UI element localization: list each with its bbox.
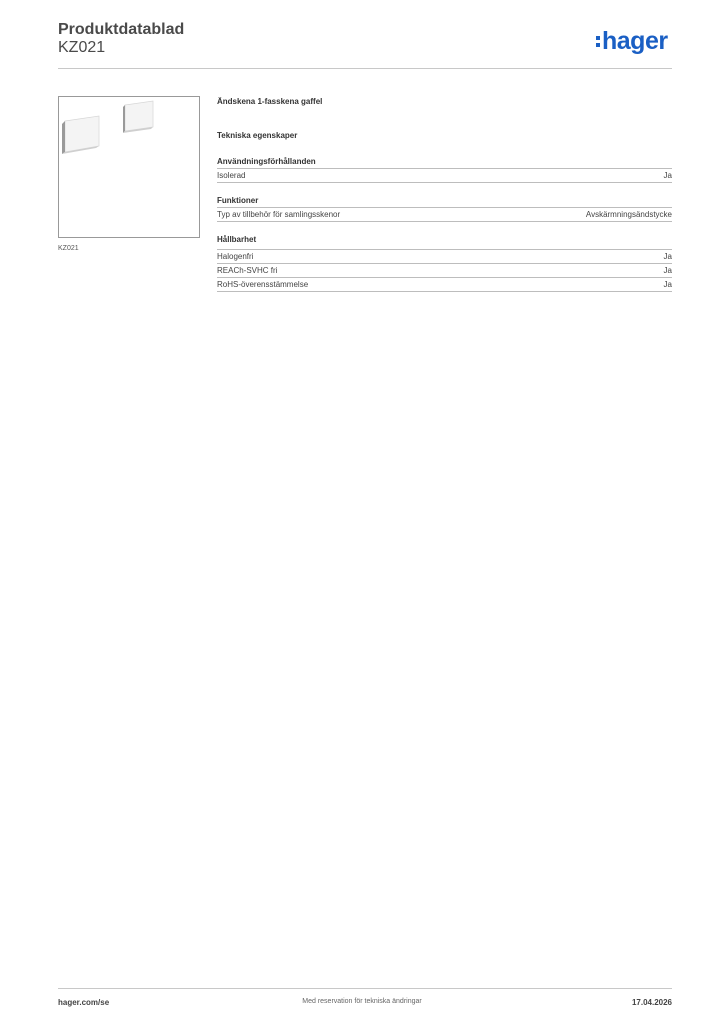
product-name: Ändskena 1-fasskena gaffel: [217, 97, 323, 106]
header-divider: [58, 68, 672, 69]
product-code: KZ021: [58, 39, 106, 56]
footer-divider: [58, 988, 672, 989]
group-title-sustainability: Hållbarhet: [217, 235, 257, 244]
row-label: REACh-SVHC fri: [217, 266, 278, 275]
logo-text: hager: [602, 26, 668, 55]
product-illustration-icon: [59, 97, 199, 237]
row-value: Ja: [663, 266, 672, 275]
row-label: Typ av tillbehör för samlingsskenor: [217, 210, 341, 219]
row-label: Isolerad: [217, 171, 246, 180]
group-title-usage: Användningsförhållanden: [217, 157, 316, 166]
table-row: [217, 277, 672, 292]
row-value: Ja: [663, 252, 672, 261]
table-row: [217, 263, 672, 277]
page-title: Produktdatablad: [58, 21, 185, 38]
footer-website-link[interactable]: hager.com/se: [58, 998, 110, 1007]
table-row: [217, 168, 672, 183]
footer-date: 17.04.2026: [631, 998, 672, 1007]
table-row: [217, 249, 672, 263]
row-value: Ja: [663, 280, 672, 289]
logo-dots-icon: [596, 36, 600, 47]
image-caption: KZ021: [58, 245, 79, 252]
row-label: Halogenfri: [217, 252, 254, 261]
section-heading: Tekniska egenskaper: [217, 131, 298, 140]
table-row: [217, 207, 672, 222]
row-value: Ja: [663, 171, 672, 180]
group-title-functions: Funktioner: [217, 196, 259, 205]
brand-logo: [596, 27, 668, 55]
footer-note: Med reservation för tekniska ändringar: [302, 998, 422, 1005]
row-label: RoHS-överensstämmelse: [217, 280, 309, 289]
product-image: [58, 96, 200, 238]
row-value: Avskärmningsändstycke: [585, 210, 672, 219]
